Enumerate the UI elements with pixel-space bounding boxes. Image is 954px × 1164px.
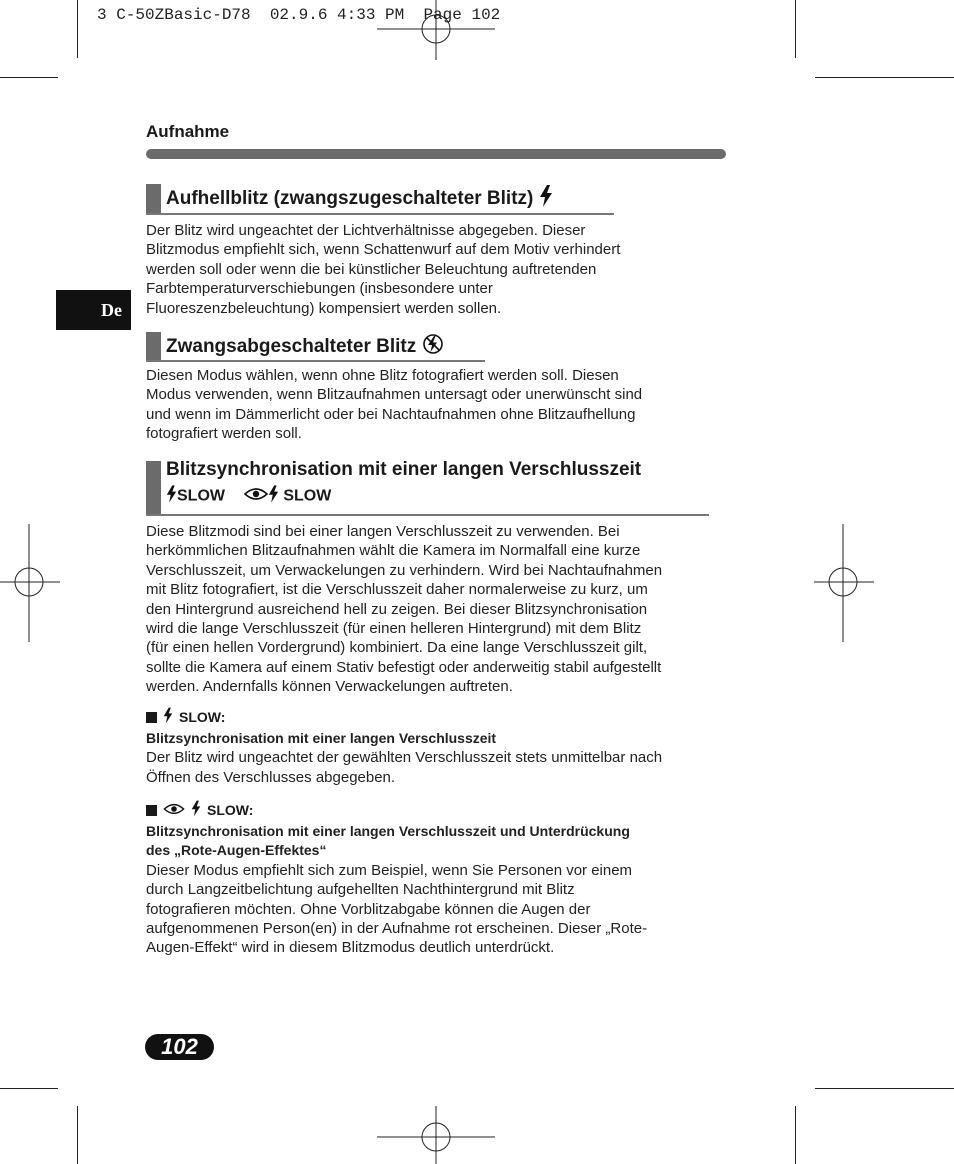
- heading-fill-in-flash: [146, 184, 614, 215]
- heading-slow-sync: [146, 461, 709, 516]
- heading-title: Blitzsynchronisation mit einer langen Verschlusszeit: [166, 459, 642, 480]
- body-slow1: Blitzsynchronisation mit einer langen Verschlusszeit Der Blitz wird ungeachtet der gewählten Verschlusszeit stets unmittelbar nach Öffnen des Verschlusses abgegeben.: [146, 730, 663, 786]
- body-fill-in-flash: Der Blitz wird ungeachtet der Lichtverhältnisse abgegeben. Dieser Blitzmodus empfiehlt sich, wenn Schattenwurf auf dem Motiv verhindert werden soll oder wenn die bei künstlicher Beleuchtung auftretenden Farbtemperaturverschiebungen (insbesondere unter Fluoreszenzbeleuchtung) kompensiert werden sollen.: [146, 222, 621, 317]
- crop-mark: [0, 77, 58, 78]
- language-tab-label: De: [101, 299, 122, 320]
- registration-mark-top: [377, 0, 495, 60]
- body-slow2: Blitzsynchronisation mit einer langen Verschlusszeit und Unterdrückung des „Rote-Augen-Effektes“ Dieser Modus empfiehlt sich zum Beispiel, wenn Sie Personen vor einem durch Langzeitbelichtung aufgehellten Nachthintergrund mit Blitz fotografieren möchten. Ohne Vorblitzabgabe können die Augen der aufgenommenen Person(en) in der Aufnahme rot erscheinen. Dieser „Rote- Augen-Effekt“ wird in diesem Blitzmodus deutlich unterdrückt.: [146, 823, 648, 957]
- bullet-square: [146, 805, 157, 816]
- header-bar: [146, 149, 726, 159]
- registration-mark-left: [0, 524, 60, 642]
- printer-slug: 3 C-50ZBasic-D78 02.9.6 4:33 PM Page 102: [97, 6, 501, 24]
- bullet-square: [146, 712, 157, 723]
- heading-title: Zwangsabgeschalteter Blitz: [166, 333, 444, 361]
- crop-mark: [77, 0, 78, 58]
- heading-marker: [146, 461, 161, 514]
- flash-icon: [539, 185, 553, 213]
- heading-flash-off: [146, 332, 485, 362]
- crop-mark: [795, 0, 796, 58]
- flash-icon: [191, 800, 201, 820]
- red-eye-icon: [163, 802, 185, 819]
- crop-mark: [815, 77, 954, 78]
- heading-marker: [146, 184, 161, 213]
- body-slow-sync: Diese Blitzmodi sind bei einer langen Verschlusszeit zu verwenden. Bei herkömmlichen Blitzaufnahmen wählt die Kamera im Normalfall eine kurze Verschlusszeit, um Verwackelungen zu verhindern. Wird bei Nachtaufnahmen mit Blitz fotografiert, ist die Verschlusszeit daher normalerweise zu kurz, um den Hintergrund ausreichend hell zu zeigen. Bei dieser Blitzsynchronisation wird die lange Verschlusszeit (für einen helleren Hintergrund) mit dem Blitz (für einen hellen Vordergrund) kombiniert. Da eine lange Verschlusszeit gilt, sollte die Kamera auf einem Stativ befestigt oder anderweitig stabil aufgestellt werden. Andernfalls können Verwackelungen auftreten.: [146, 523, 663, 696]
- flash-icon: [163, 707, 173, 727]
- flash-off-icon: [422, 333, 444, 361]
- registration-mark-right: [814, 524, 874, 642]
- crop-mark: [0, 1088, 58, 1089]
- slow-mode-label: SLOW:: [146, 707, 225, 727]
- flash-icon: [166, 485, 177, 508]
- red-eye-slow-mode-label: SLOW:: [146, 800, 253, 820]
- section-label: Aufnahme: [146, 122, 230, 141]
- page-number: 102: [145, 1034, 214, 1060]
- heading-marker: [146, 332, 161, 360]
- registration-mark-bottom: [377, 1106, 495, 1164]
- red-eye-icon: [244, 486, 268, 507]
- heading-title: Aufhellblitz (zwangszugeschalteter Blitz): [166, 185, 553, 213]
- language-tab: [56, 290, 131, 330]
- heading-subtitle: SLOW SLOW: [166, 485, 331, 508]
- flash-icon: [268, 485, 279, 508]
- crop-mark: [815, 1088, 954, 1089]
- crop-mark: [795, 1106, 796, 1164]
- body-flash-off: Diesen Modus wählen, wenn ohne Blitz fotografiert werden soll. Diesen Modus verwenden, wenn Blitzaufnahmen untersagt oder unerwünscht sind und wenn im Dämmerlicht oder bei Nachtaufnahmen ohne Blitzaufhellung fotografiert werden soll.: [146, 367, 643, 443]
- crop-mark: [77, 1106, 78, 1164]
